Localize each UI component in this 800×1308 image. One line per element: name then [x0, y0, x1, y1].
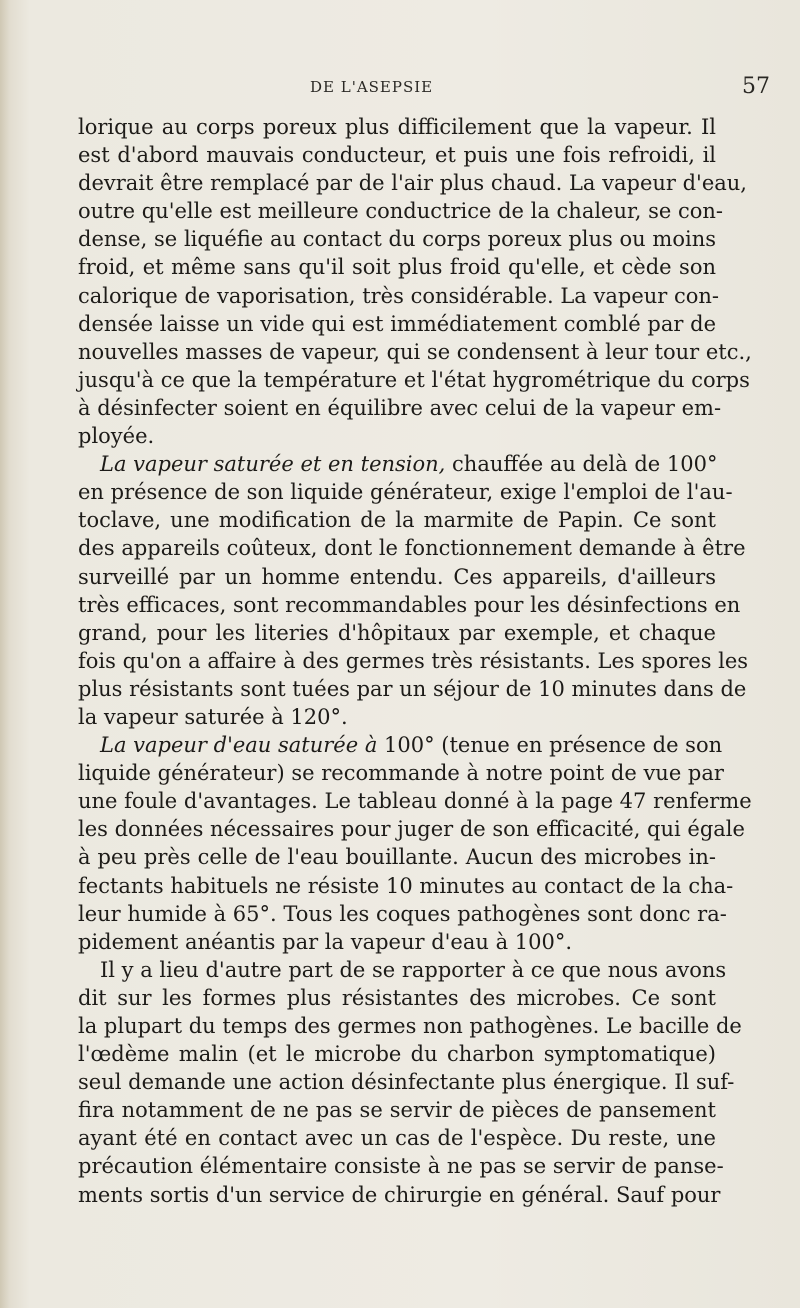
- text-line: [78, 984, 716, 1012]
- text-line: [78, 731, 723, 759]
- line-text: densée laisse un vide qui est immédiatement comblé par de: [78, 311, 716, 336]
- line-text: Il y a lieu d'autre part de se rapporter à ce que nous avons: [100, 957, 727, 982]
- text-line: [78, 703, 716, 731]
- line-text: seul demande une action désinfectante plus énergique. Il suf-: [78, 1070, 735, 1095]
- text-line: [78, 310, 716, 338]
- line-text: l'œdème malin (et le microbe du charbon symptomatique): [78, 1042, 716, 1067]
- text-line: [78, 787, 752, 815]
- line-text: en présence de son liquide générateur, exige l'emploi de l'au-: [78, 480, 733, 505]
- line-text: une foule d'avantages. Le tableau donné à la page 47 renferme: [78, 789, 752, 814]
- italic-phrase: La vapeur saturée et en tension,: [100, 452, 446, 477]
- page-number: 57: [742, 74, 770, 99]
- text-line: [78, 253, 716, 281]
- text-line: [78, 563, 716, 591]
- line-text: dense, se liquéfie au contact du corps poreux plus ou moins: [78, 227, 716, 252]
- text-line: [78, 450, 716, 478]
- text-line: [78, 422, 716, 450]
- text-line: [78, 338, 752, 366]
- line-text: chauffée au delà de 100°: [445, 452, 718, 477]
- line-text: jusqu'à ce que la température et l'état hygrométrique du corps: [78, 367, 750, 392]
- line-text: nouvelles masses de vapeur, qui se condensent à leur tour etc.,: [78, 339, 752, 364]
- line-text: froid, et même sans qu'il soit plus froid qu'elle, et cède son: [78, 255, 716, 280]
- text-line: [78, 1012, 742, 1040]
- line-text: pidement anéantis par la vapeur d'eau à 100°.: [78, 929, 573, 954]
- line-text: très efficaces, sont recommandables pour les désinfections en: [78, 592, 741, 617]
- page-header: [0, 74, 800, 108]
- text-line: [78, 872, 734, 900]
- line-text: les données nécessaires pour juger de son efficacité, qui égale: [78, 817, 745, 842]
- text-line: [78, 928, 716, 956]
- line-text: précaution élémentaire consiste à ne pas se servir de panse-: [78, 1154, 724, 1179]
- text-line: [78, 282, 720, 310]
- line-text: calorique de vaporisation, très considérable. La vapeur con-: [78, 283, 720, 308]
- text-line: [78, 169, 747, 197]
- line-text: fois qu'on a affaire à des germes très résistants. Les spores les: [78, 648, 749, 673]
- line-text: grand, pour les literies d'hôpitaux par exemple, et chaque: [78, 620, 716, 645]
- line-text: ployée.: [78, 424, 155, 449]
- text-line: [78, 647, 749, 675]
- line-text: des appareils coûteux, dont le fonctionnement demande à être: [78, 536, 746, 561]
- line-text: lorique au corps poreux plus difficilement que la vapeur. Il: [78, 115, 716, 139]
- line-text: la vapeur saturée à 120°.: [78, 704, 348, 729]
- line-text: est d'abord mauvais conducteur, et puis une fois refroidi, il: [78, 143, 716, 168]
- text-line: [78, 1181, 721, 1209]
- text-line: [78, 591, 741, 619]
- text-line: [78, 1096, 716, 1124]
- text-line: [78, 1124, 716, 1152]
- text-line: [78, 478, 733, 506]
- line-text: la plupart du temps des germes non pathogènes. Le bacille de: [78, 1014, 742, 1038]
- body-text: [78, 113, 752, 1209]
- text-line: [78, 113, 716, 141]
- text-line: [78, 675, 747, 703]
- running-head: DE L'ASEPSIE: [310, 78, 434, 96]
- text-line: [78, 394, 722, 422]
- text-line: [78, 759, 724, 787]
- italic-phrase: La vapeur d'eau saturée à: [100, 733, 378, 758]
- text-line: [78, 366, 750, 394]
- line-text: liquide générateur) se recommande à notre point de vue par: [78, 761, 724, 786]
- text-line: [78, 534, 746, 562]
- line-text: à peu près celle de l'eau bouillante. Aucun des microbes in-: [78, 845, 716, 870]
- line-text: ments sortis d'un service de chirurgie en général. Sauf pour: [78, 1182, 721, 1207]
- line-text: fira notamment de ne pas se servir de pièces de pansement: [78, 1098, 716, 1123]
- text-line: [78, 619, 716, 647]
- text-line: [78, 1068, 735, 1096]
- text-line: [78, 956, 727, 984]
- line-text: ayant été en contact avec un cas de l'espèce. Du reste, une: [78, 1126, 716, 1151]
- text-line: [78, 225, 716, 253]
- line-text: dit sur les formes plus résistantes des microbes. Ce sont: [78, 985, 716, 1010]
- text-line: [78, 197, 723, 225]
- line-text: 100° (tenue en présence de son: [377, 733, 723, 758]
- text-line: [78, 506, 716, 534]
- text-line: [78, 815, 745, 843]
- line-text: à désinfecter soient en équilibre avec celui de la vapeur em-: [78, 395, 722, 420]
- line-text: devrait être remplacé par de l'air plus chaud. La vapeur d'eau,: [78, 171, 747, 196]
- text-line: [78, 1040, 716, 1068]
- text-line: [78, 843, 716, 871]
- line-text: plus résistants sont tuées par un séjour de 10 minutes dans de: [78, 676, 747, 701]
- line-text: toclave, une modification de la marmite de Papin. Ce sont: [78, 508, 716, 533]
- text-line: [78, 141, 716, 169]
- line-text: fectants habituels ne résiste 10 minutes au contact de la cha-: [78, 873, 734, 898]
- text-line: [78, 1152, 724, 1180]
- line-text: outre qu'elle est meilleure conductrice de la chaleur, se con-: [78, 199, 723, 224]
- text-line: [78, 900, 727, 928]
- line-text: leur humide à 65°. Tous les coques pathogènes sont donc ra-: [78, 901, 727, 926]
- line-text: surveillé par un homme entendu. Ces appareils, d'ailleurs: [78, 564, 716, 589]
